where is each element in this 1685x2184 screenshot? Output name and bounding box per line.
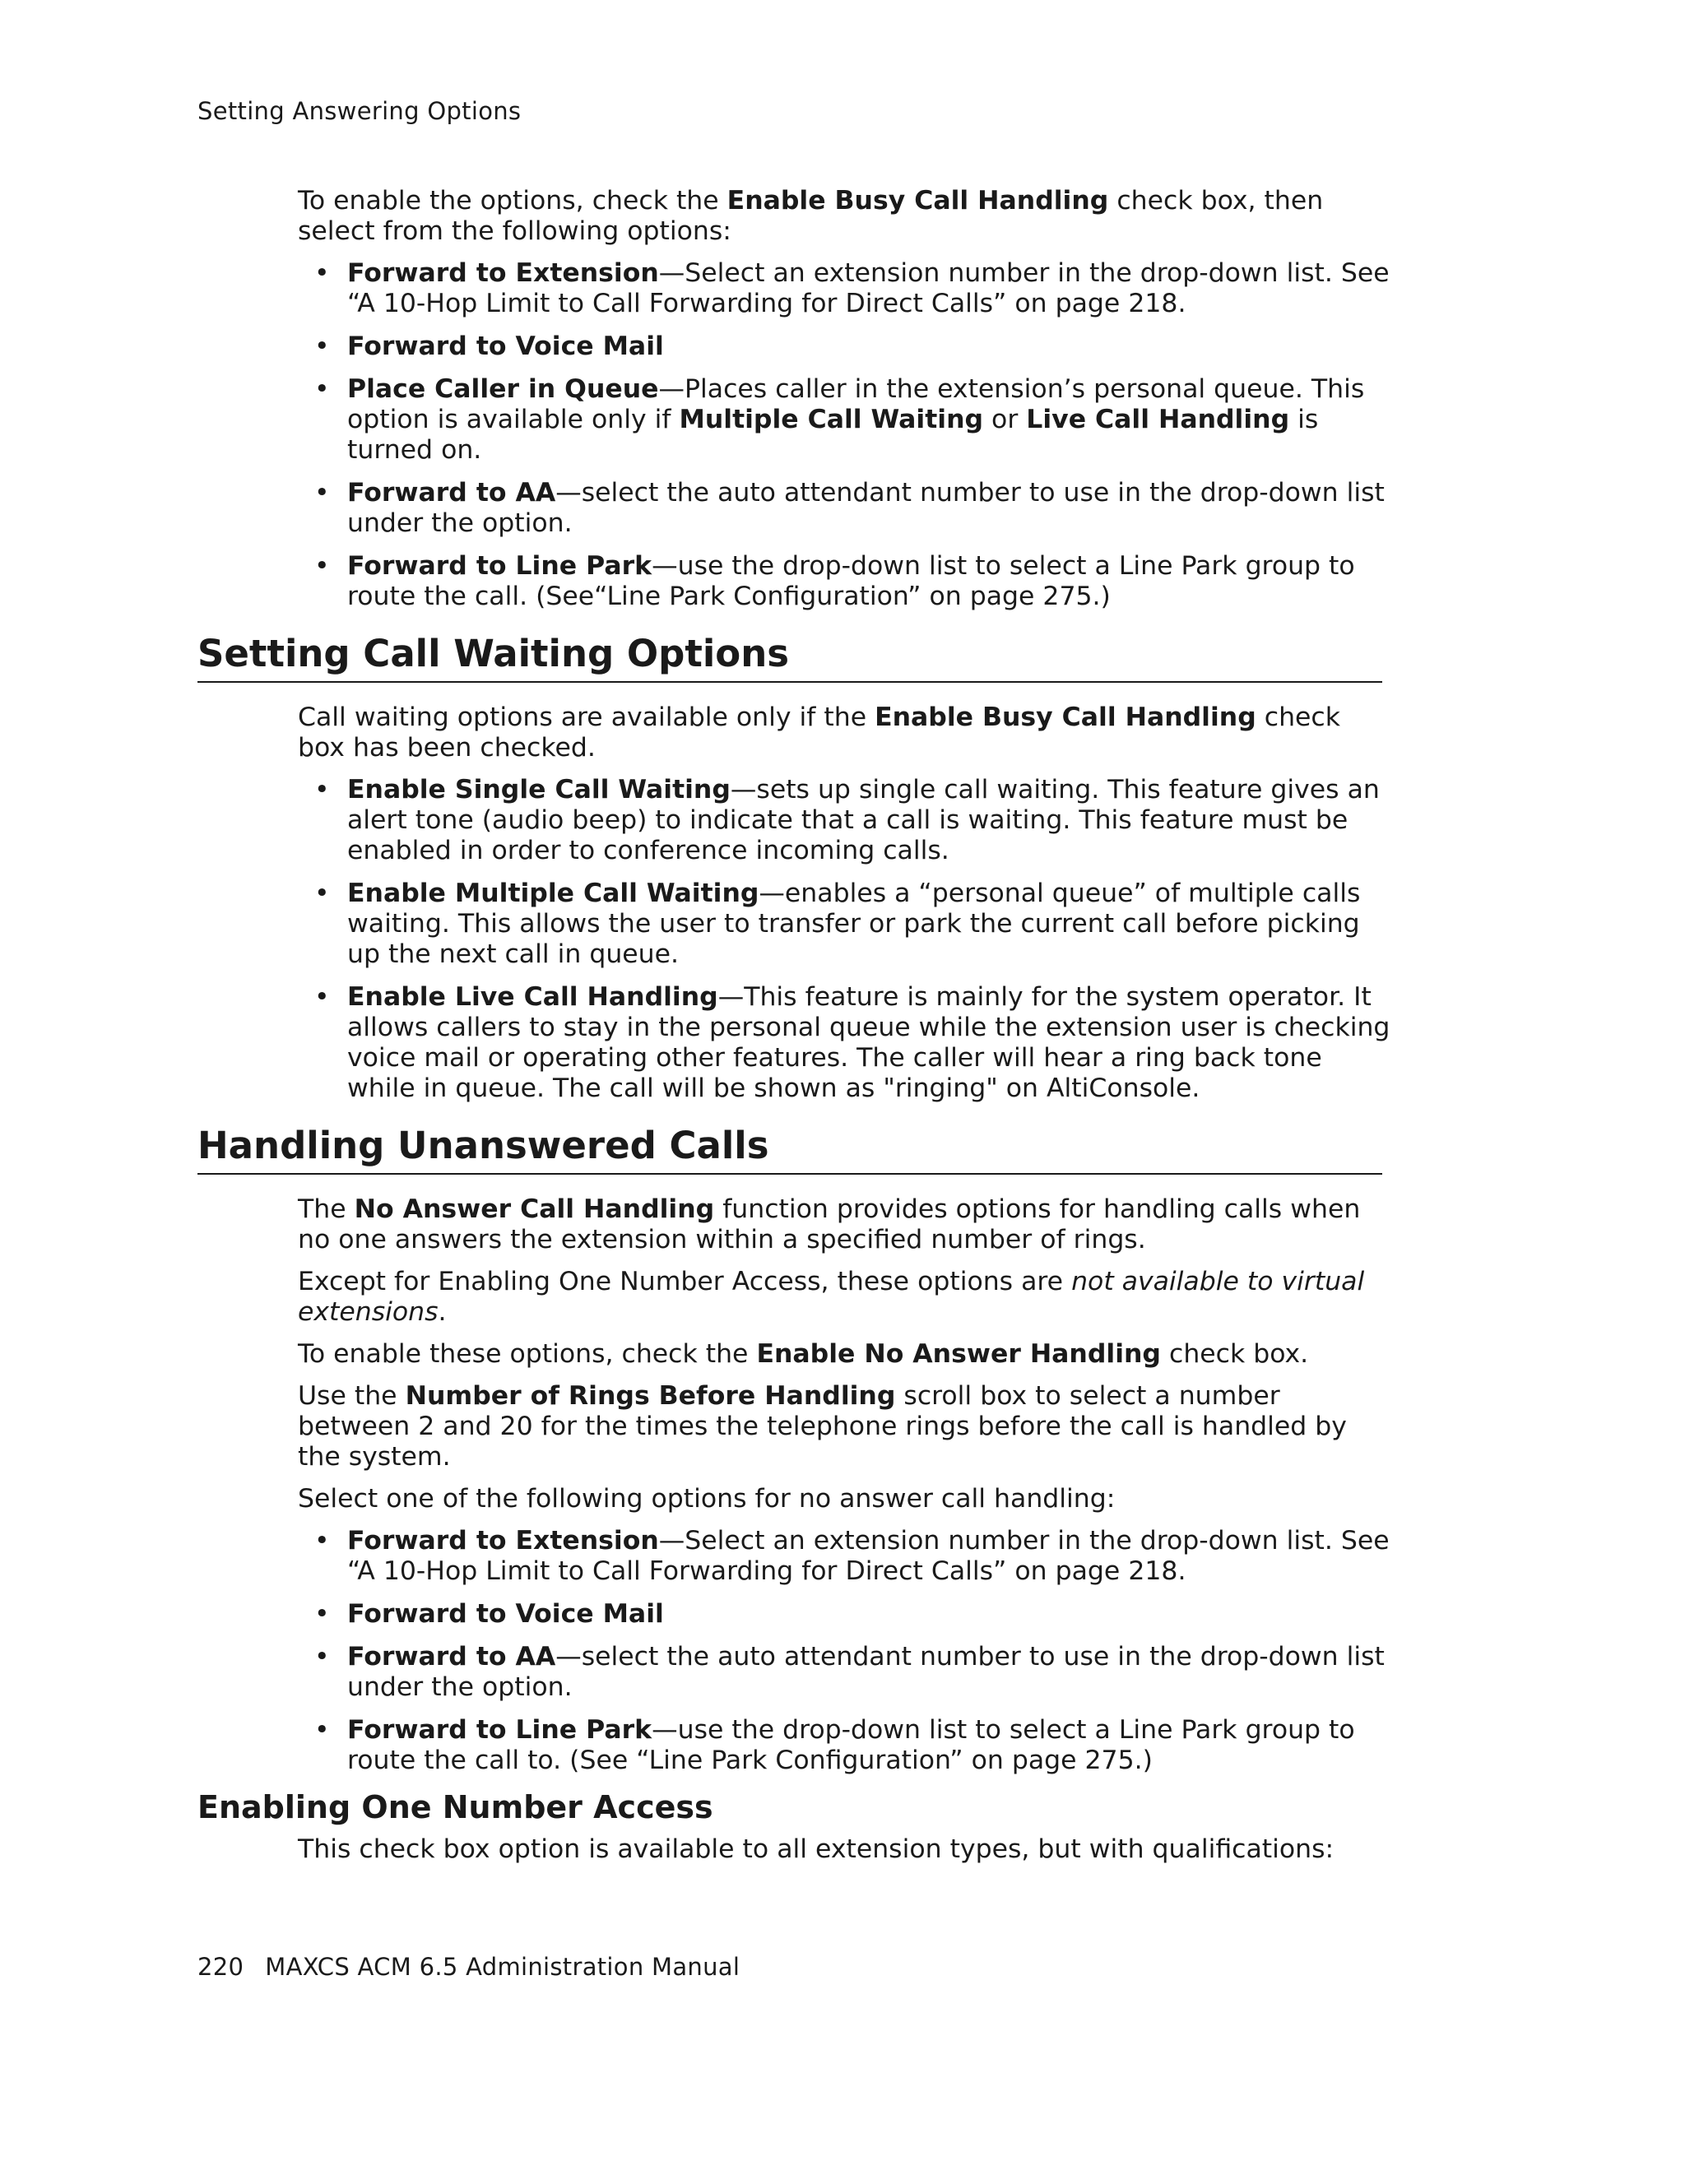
bullet-icon: • (314, 1642, 330, 1672)
page-content (0, 186, 1685, 1876)
manual-title: MAXCS ACM 6.5 Administration Manual (265, 1953, 740, 1981)
list-item: • Enable Multiple Call Waiting—enables a “personal queue” of multiple calls waiting. This allows the user to transfer or park the current call before picking up the next call in queue. (314, 879, 1361, 969)
bullet-icon: • (314, 1715, 330, 1745)
list-item: • Enable Live Call Handling—This feature is mainly for the system operator. It allows callers to stay in the personal queue while the extension user is checking voice mail or operating other features. The caller will hear a ring back tone while in queue. The call will be shown as "ringing" on AltiConsole. (314, 982, 1390, 1103)
list-item: • Place Caller in Queue—Places caller in the extension’s personal queue. This option is available only if Multiple Call Waiting or Live Call Handling is turned on. (314, 374, 1365, 465)
running-header: Setting Answering Options (197, 97, 522, 125)
one-number-paragraph: This check box option is available to all extension types, but with qualifications: (298, 1834, 1335, 1864)
intro-option-list (298, 258, 1392, 612)
call-waiting-option-list (298, 775, 1392, 1104)
unanswered-paragraph-4: Use the Number of Rings Before Handling scroll box to select a number between 2 and 20 for the times the telephone rings before the call is handled by the system. (298, 1381, 1347, 1472)
bullet-icon: • (314, 332, 330, 361)
list-item: • Enable Single Call Waiting—sets up single call waiting. This feature gives an alert tone (audio beep) to indicate that a call is waiting. This feature must be enabled in order to conference incoming calls. (314, 775, 1380, 865)
intro-paragraph: To enable the options, check the Enable Busy Call Handling check box, then select from the following options: (298, 186, 1324, 246)
unanswered-paragraph-3: To enable these options, check the Enable No Answer Handling check box. (298, 1339, 1309, 1369)
bullet-icon: • (314, 775, 330, 805)
unanswered-paragraph-5: Select one of the following options for no answer call handling: (298, 1484, 1116, 1514)
bullet-icon: • (314, 258, 330, 288)
section-heading-call-waiting: Setting Call Waiting Options (197, 632, 1382, 683)
list-item: • Forward to AA—select the auto attendant number to use in the drop-down list under the option. (314, 1642, 1385, 1702)
bullet-icon: • (314, 551, 330, 581)
list-item: • Forward to Extension—Select an extension number in the drop-down list. See “A 10-Hop Limit to Call Forwarding for Direct Calls” on page 218. (314, 258, 1390, 318)
list-item: • Forward to Voice Mail (314, 332, 664, 361)
subsection-heading-one-number: Enabling One Number Access (197, 1789, 713, 1825)
unanswered-paragraph-2: Except for Enabling One Number Access, these options are not available to virtual extensions. (298, 1267, 1365, 1327)
page-footer (197, 1953, 740, 1981)
bullet-icon: • (314, 374, 330, 404)
page-number: 220 (197, 1953, 244, 1981)
list-item: • Forward to Line Park—use the drop-down list to select a Line Park group to route the call to. (See “Line Park Configuration” on page 275.) (314, 1715, 1355, 1775)
bullet-icon: • (314, 1526, 330, 1556)
list-item: • Forward to Line Park—use the drop-down list to select a Line Park group to route the call. (See“Line Park Configuration” on page 275.) (314, 551, 1355, 611)
bullet-icon: • (314, 879, 330, 908)
list-item: • Forward to AA—select the auto attendant number to use in the drop-down list under the option. (314, 478, 1385, 538)
section-heading-unanswered: Handling Unanswered Calls (197, 1124, 1382, 1175)
bullet-icon: • (314, 1599, 330, 1629)
list-item: • Forward to Extension—Select an extension number in the drop-down list. See “A 10-Hop Limit to Call Forwarding for Direct Calls” on page 218. (314, 1526, 1390, 1586)
list-item: • Forward to Voice Mail (314, 1599, 664, 1629)
unanswered-paragraph-1: The No Answer Call Handling function provides options for handling calls when no one answers the extension within a specified number of rings. (298, 1194, 1361, 1254)
bullet-icon: • (314, 982, 330, 1012)
bullet-icon: • (314, 478, 330, 508)
call-waiting-paragraph: Call waiting options are available only if the Enable Busy Call Handling check box has been checked. (298, 702, 1340, 763)
unanswered-option-list (298, 1526, 1392, 1776)
